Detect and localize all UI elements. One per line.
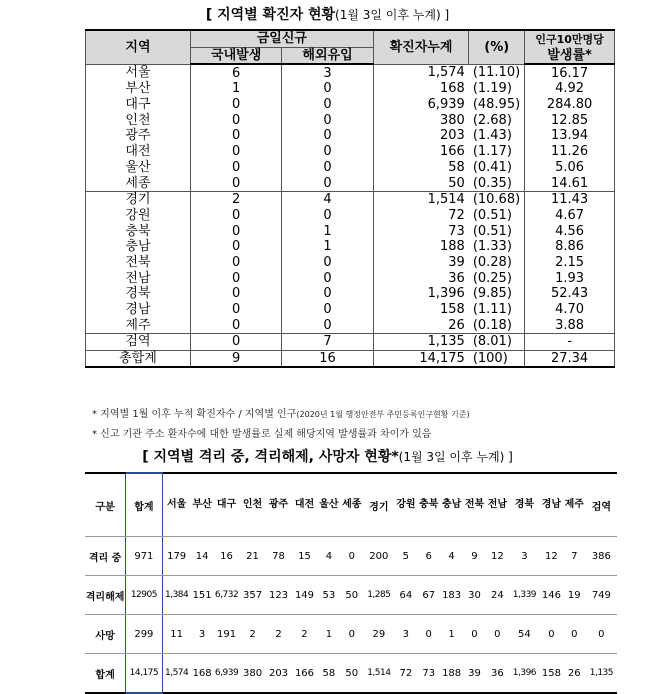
table-row	[86, 97, 615, 113]
table-row	[85, 537, 617, 576]
cumulative-cell: 203	[373, 128, 469, 144]
value-cell: 50	[340, 576, 363, 615]
rate-cell: 2.15	[525, 255, 615, 271]
cumulative-cell: 188	[373, 239, 469, 255]
percent-cell: (0.51)	[469, 208, 525, 224]
domestic-cell: 0	[190, 302, 281, 318]
footnote-1-main: * 지역별 1월 이후 누적 확진자수 / 지역별 인구	[92, 409, 297, 420]
domestic-cell: 0	[190, 97, 281, 113]
table-row	[86, 191, 615, 207]
table-row	[86, 270, 615, 286]
cumulative-cell: 1,396	[373, 286, 469, 302]
overseas-cell: 0	[282, 302, 373, 318]
footnote-1-small: (2020년 1월 행정안전부 주민등록인구현황 기준)	[296, 410, 470, 419]
domestic-cell: 0	[190, 270, 281, 286]
overseas-cell: 0	[282, 97, 373, 113]
value-cell: 29	[363, 615, 394, 654]
value-cell: 64	[394, 576, 417, 615]
value-cell: 1,514	[363, 654, 394, 694]
value-cell: 151	[191, 576, 214, 615]
domestic-cell: 0	[190, 255, 281, 271]
percent-cell: (1.11)	[469, 302, 525, 318]
value-cell: 3	[394, 615, 417, 654]
value-cell: 5	[394, 537, 417, 576]
percent-cell: (1.17)	[469, 144, 525, 160]
region-cell: 충남	[86, 239, 191, 255]
percent-cell: (2.68)	[469, 112, 525, 128]
row-label: 합계	[85, 654, 126, 694]
region-cell: 인천	[86, 112, 191, 128]
percent-cell: (1.19)	[469, 81, 525, 97]
rate-cell: 4.92	[525, 81, 615, 97]
value-cell: 30	[463, 576, 486, 615]
overseas-cell: 0	[282, 160, 373, 176]
value-cell: 149	[292, 576, 318, 615]
value-cell: 15	[292, 537, 318, 576]
region-cell: 전남	[86, 270, 191, 286]
value-cell: 11	[162, 615, 191, 654]
cumulative-cell: 1,135	[373, 334, 469, 351]
col-header: 인천	[240, 473, 266, 537]
col-header: 제주	[563, 473, 586, 537]
region-cell: 경남	[86, 302, 191, 318]
region-cell: 세종	[86, 175, 191, 191]
cumulative-cell: 39	[373, 255, 469, 271]
header-rate-line2: 발생률*	[525, 47, 615, 64]
value-cell: 1,135	[586, 654, 617, 694]
rate-cell: 16.17	[525, 64, 615, 81]
value-cell: 12	[486, 537, 509, 576]
table2-title	[0, 446, 655, 466]
row-label: 격리해제	[85, 576, 126, 615]
value-cell: 9	[463, 537, 486, 576]
percent-cell: (11.10)	[469, 64, 525, 81]
percent-cell: (0.51)	[469, 223, 525, 239]
cumulative-cell: 168	[373, 81, 469, 97]
cumulative-cell: 1,574	[373, 64, 469, 81]
header-percent: (%)	[469, 30, 525, 64]
percent-cell: (48.95)	[469, 97, 525, 113]
table-row	[85, 576, 617, 615]
value-cell: 380	[240, 654, 266, 694]
rate-cell: 8.86	[525, 239, 615, 255]
regional-cases-table	[85, 29, 615, 368]
value-cell: 200	[363, 537, 394, 576]
table2-title-sub: (1월 3일 이후 누계) ]	[398, 450, 513, 464]
percent-cell: (1.33)	[469, 239, 525, 255]
rate-cell: 4.56	[525, 223, 615, 239]
col-header: 전남	[486, 473, 509, 537]
domestic-cell: 0	[190, 208, 281, 224]
value-cell: 7	[563, 537, 586, 576]
value-cell: 0	[463, 615, 486, 654]
col-header: 경기	[363, 473, 394, 537]
table-row	[86, 144, 615, 160]
header-overseas: 해외유입	[282, 47, 373, 64]
overseas-cell: 16	[282, 350, 373, 367]
region-cell: 경북	[86, 286, 191, 302]
value-cell: 26	[563, 654, 586, 694]
header-new-today: 금일신규	[190, 30, 373, 47]
value-cell: 1,384	[162, 576, 191, 615]
value-cell: 3	[509, 537, 540, 576]
value-cell: 39	[463, 654, 486, 694]
percent-cell: (0.25)	[469, 270, 525, 286]
value-cell: 3	[191, 615, 214, 654]
value-cell: 73	[417, 654, 440, 694]
table-row	[86, 160, 615, 176]
region-cell: 강원	[86, 208, 191, 224]
percent-cell: (8.01)	[469, 334, 525, 351]
value-cell: 188	[440, 654, 463, 694]
value-cell: 168	[191, 654, 214, 694]
rate-cell: 4.70	[525, 302, 615, 318]
value-cell: 14	[191, 537, 214, 576]
header-domestic: 국내발생	[190, 47, 281, 64]
value-cell: 749	[586, 576, 617, 615]
table-row	[86, 64, 615, 81]
cumulative-cell: 166	[373, 144, 469, 160]
value-cell: 1,339	[509, 576, 540, 615]
rate-cell: 11.26	[525, 144, 615, 160]
table-row	[86, 334, 615, 351]
domestic-cell: 0	[190, 128, 281, 144]
overseas-cell: 0	[282, 270, 373, 286]
overseas-cell: 0	[282, 81, 373, 97]
cumulative-cell: 158	[373, 302, 469, 318]
cumulative-cell: 14,175	[373, 350, 469, 367]
value-cell: 12	[540, 537, 563, 576]
value-cell: 0	[340, 537, 363, 576]
value-cell: 1	[440, 615, 463, 654]
col-header: 검역	[586, 473, 617, 537]
table-row	[86, 317, 615, 333]
rate-cell: 1.93	[525, 270, 615, 286]
table1-title-sub: (1월 3일 이후 누계) ]	[335, 8, 450, 22]
total-cell: 14,175	[126, 654, 162, 694]
table-row	[86, 208, 615, 224]
col-header: 울산	[317, 473, 340, 537]
header-cumulative: 확진자누계	[373, 30, 469, 64]
isolation-status-table	[85, 472, 617, 694]
percent-cell: (0.18)	[469, 317, 525, 333]
domestic-cell: 0	[190, 112, 281, 128]
domestic-cell: 0	[190, 239, 281, 255]
value-cell: 78	[266, 537, 292, 576]
value-cell: 203	[266, 654, 292, 694]
cumulative-cell: 1,514	[373, 191, 469, 207]
col-header: 부산	[191, 473, 214, 537]
col-header: 구분	[85, 473, 126, 537]
domestic-cell: 0	[190, 317, 281, 333]
value-cell: 4	[440, 537, 463, 576]
table-row	[86, 286, 615, 302]
cumulative-cell: 73	[373, 223, 469, 239]
footnote-2: * 신고 기관 주소 환자수에 대한 발생률로 실제 해당지역 발생률과 차이가 있음	[92, 429, 432, 440]
overseas-cell: 1	[282, 239, 373, 255]
region-cell: 경기	[86, 191, 191, 207]
value-cell: 54	[509, 615, 540, 654]
rate-cell: 3.88	[525, 317, 615, 333]
overseas-cell: 7	[282, 334, 373, 351]
value-cell: 24	[486, 576, 509, 615]
value-cell: 179	[162, 537, 191, 576]
value-cell: 58	[317, 654, 340, 694]
rate-cell: 52.43	[525, 286, 615, 302]
table-row	[86, 350, 615, 367]
col-header: 세종	[340, 473, 363, 537]
table1-title	[0, 4, 655, 24]
value-cell: 2	[266, 615, 292, 654]
table-row	[85, 615, 617, 654]
rate-cell: 5.06	[525, 160, 615, 176]
cumulative-cell: 58	[373, 160, 469, 176]
region-cell: 광주	[86, 128, 191, 144]
value-cell: 191	[214, 615, 240, 654]
value-cell: 36	[486, 654, 509, 694]
percent-cell: (100)	[469, 350, 525, 367]
domestic-cell: 0	[190, 175, 281, 191]
overseas-cell: 0	[282, 255, 373, 271]
table-row	[86, 112, 615, 128]
cumulative-cell: 26	[373, 317, 469, 333]
col-header: 합계	[126, 473, 162, 537]
domestic-cell: 0	[190, 144, 281, 160]
percent-cell: (0.28)	[469, 255, 525, 271]
overseas-cell: 0	[282, 317, 373, 333]
cumulative-cell: 72	[373, 208, 469, 224]
overseas-cell: 0	[282, 144, 373, 160]
overseas-cell: 1	[282, 223, 373, 239]
overseas-cell: 0	[282, 208, 373, 224]
value-cell: 0	[540, 615, 563, 654]
value-cell: 67	[417, 576, 440, 615]
region-cell: 부산	[86, 81, 191, 97]
value-cell: 53	[317, 576, 340, 615]
table-row	[86, 128, 615, 144]
value-cell: 6,732	[214, 576, 240, 615]
value-cell: 50	[340, 654, 363, 694]
col-header: 경남	[540, 473, 563, 537]
overseas-cell: 0	[282, 175, 373, 191]
rate-cell: 284.80	[525, 97, 615, 113]
value-cell: 2	[292, 615, 318, 654]
value-cell: 0	[586, 615, 617, 654]
header-rate-line1: 인구10만명당	[525, 30, 615, 47]
row-label: 사망	[85, 615, 126, 654]
row-label: 격리 중	[85, 537, 126, 576]
domestic-cell: 0	[190, 160, 281, 176]
value-cell: 1,285	[363, 576, 394, 615]
percent-cell: (1.43)	[469, 128, 525, 144]
overseas-cell: 0	[282, 128, 373, 144]
rate-cell: 4.67	[525, 208, 615, 224]
value-cell: 1	[317, 615, 340, 654]
value-cell: 0	[417, 615, 440, 654]
value-cell: 1,396	[509, 654, 540, 694]
region-cell: 충북	[86, 223, 191, 239]
rate-cell: 13.94	[525, 128, 615, 144]
region-cell: 총합계	[86, 350, 191, 367]
cumulative-cell: 6,939	[373, 97, 469, 113]
domestic-cell: 2	[190, 191, 281, 207]
value-cell: 0	[340, 615, 363, 654]
cumulative-cell: 50	[373, 175, 469, 191]
value-cell: 123	[266, 576, 292, 615]
value-cell: 158	[540, 654, 563, 694]
value-cell: 2	[240, 615, 266, 654]
col-header: 서울	[162, 473, 191, 537]
domestic-cell: 1	[190, 81, 281, 97]
col-header: 광주	[266, 473, 292, 537]
col-header: 충남	[440, 473, 463, 537]
value-cell: 183	[440, 576, 463, 615]
col-header: 경북	[509, 473, 540, 537]
col-header: 대전	[292, 473, 318, 537]
table2-title-main: [ 지역별 격리 중, 격리해제, 사망자 현황*	[142, 449, 399, 465]
value-cell: 19	[563, 576, 586, 615]
region-cell: 제주	[86, 317, 191, 333]
value-cell: 146	[540, 576, 563, 615]
region-cell: 서울	[86, 64, 191, 81]
domestic-cell: 0	[190, 334, 281, 351]
rate-cell: 27.34	[525, 350, 615, 367]
table-row	[86, 302, 615, 318]
footnote-1	[92, 405, 470, 420]
table-row	[86, 175, 615, 191]
overseas-cell: 0	[282, 286, 373, 302]
domestic-cell: 9	[190, 350, 281, 367]
value-cell: 6	[417, 537, 440, 576]
header-region: 지역	[86, 30, 191, 64]
value-cell: 0	[563, 615, 586, 654]
value-cell: 72	[394, 654, 417, 694]
value-cell: 357	[240, 576, 266, 615]
table-row	[86, 255, 615, 271]
value-cell: 4	[317, 537, 340, 576]
value-cell: 166	[292, 654, 318, 694]
table-row	[86, 239, 615, 255]
rate-cell: 11.43	[525, 191, 615, 207]
rate-cell: 14.61	[525, 175, 615, 191]
percent-cell: (9.85)	[469, 286, 525, 302]
overseas-cell: 3	[282, 64, 373, 81]
overseas-cell: 4	[282, 191, 373, 207]
total-cell: 299	[126, 615, 162, 654]
region-cell: 검역	[86, 334, 191, 351]
value-cell: 16	[214, 537, 240, 576]
percent-cell: (10.68)	[469, 191, 525, 207]
rate-cell: 12.85	[525, 112, 615, 128]
region-cell: 전북	[86, 255, 191, 271]
col-header: 충북	[417, 473, 440, 537]
table-row	[86, 223, 615, 239]
region-cell: 울산	[86, 160, 191, 176]
total-cell: 12905	[126, 576, 162, 615]
col-header: 강원	[394, 473, 417, 537]
value-cell: 21	[240, 537, 266, 576]
value-cell: 6,939	[214, 654, 240, 694]
table-row	[85, 654, 617, 694]
region-cell: 대구	[86, 97, 191, 113]
domestic-cell: 0	[190, 286, 281, 302]
table-row	[86, 81, 615, 97]
value-cell: 1,574	[162, 654, 191, 694]
value-cell: 0	[486, 615, 509, 654]
col-header: 전북	[463, 473, 486, 537]
rate-cell: -	[525, 334, 615, 351]
overseas-cell: 0	[282, 112, 373, 128]
percent-cell: (0.41)	[469, 160, 525, 176]
domestic-cell: 6	[190, 64, 281, 81]
value-cell: 386	[586, 537, 617, 576]
cumulative-cell: 380	[373, 112, 469, 128]
table1-title-main: [ 지역별 확진자 현황	[205, 7, 336, 23]
cumulative-cell: 36	[373, 270, 469, 286]
domestic-cell: 0	[190, 223, 281, 239]
total-cell: 971	[126, 537, 162, 576]
col-header: 대구	[214, 473, 240, 537]
percent-cell: (0.35)	[469, 175, 525, 191]
region-cell: 대전	[86, 144, 191, 160]
